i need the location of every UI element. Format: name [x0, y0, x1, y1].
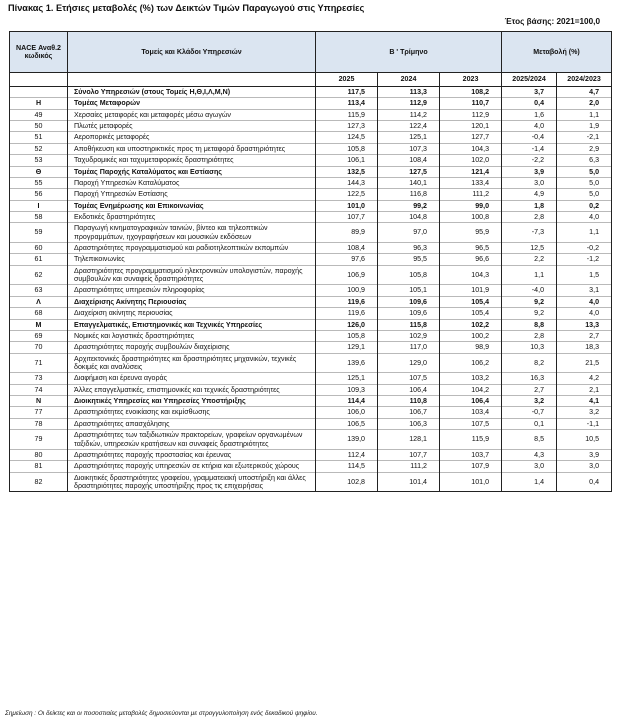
change-2024-2023-cell: 4,0: [557, 308, 612, 319]
table-row: [10, 177, 612, 188]
value-2024-cell: 107,5: [378, 373, 440, 384]
quarter-column-header: Β ' Τρίμηνο: [316, 32, 502, 73]
code-cell: 53: [10, 155, 68, 166]
table-title: Πίνακας 1. Ετήσιες μεταβολές (%) των Δεικτών Τιμών Παραγωγού στις Υπηρεσίες: [8, 3, 365, 13]
table-row: [10, 342, 612, 353]
sector-name-cell: Τομέας Μεταφορών: [68, 98, 316, 109]
change-2025-2024-cell: 2,8: [502, 211, 557, 222]
value-2023-cell: 104,3: [440, 265, 502, 285]
year-2023-header: 2023: [440, 73, 502, 87]
code-cell: 62: [10, 265, 68, 285]
change-2025-2024-cell: 4,3: [502, 449, 557, 460]
code-cell: 69: [10, 330, 68, 341]
sector-name-cell: Ταχυδρομικές και ταχυμεταφορικές δραστηριότητες: [68, 155, 316, 166]
change-2024-2023-cell: 0,4: [557, 472, 612, 492]
table-row: [10, 285, 612, 296]
code-cell: Η: [10, 98, 68, 109]
table-row: [10, 461, 612, 472]
change-2025-2024-cell: 3,0: [502, 177, 557, 188]
value-2025-cell: 107,7: [316, 211, 378, 222]
code-cell: Θ: [10, 166, 68, 177]
table-row: [10, 143, 612, 154]
change-column-header: Μεταβολή (%): [502, 32, 612, 73]
table-row: [10, 407, 612, 418]
change-2025-2024-cell: 12,5: [502, 243, 557, 254]
change-2025-2024-cell: 3,9: [502, 166, 557, 177]
value-2023-cell: 106,2: [440, 353, 502, 373]
value-2025-cell: 105,8: [316, 143, 378, 154]
sector-name-cell: Δραστηριότητες προγραμματισμού και ραδιοτηλεοπτικών εκπομπών: [68, 243, 316, 254]
value-2025-cell: 89,9: [316, 223, 378, 243]
code-cell: 80: [10, 449, 68, 460]
value-2024-cell: 109,6: [378, 296, 440, 307]
value-2024-cell: 99,2: [378, 200, 440, 211]
value-2025-cell: 119,6: [316, 308, 378, 319]
value-2024-cell: 96,3: [378, 243, 440, 254]
table-row: [10, 308, 612, 319]
value-2023-cell: 112,9: [440, 109, 502, 120]
change-2025-2024-cell: -7,3: [502, 223, 557, 243]
sector-total-row: [10, 396, 612, 407]
code-cell: 70: [10, 342, 68, 353]
value-2024-cell: 104,8: [378, 211, 440, 222]
table-row: [10, 254, 612, 265]
sector-name-cell: Δραστηριότητες παροχής προστασίας και έρευνας: [68, 449, 316, 460]
code-cell: 52: [10, 143, 68, 154]
sector-name-cell: Δραστηριότητες παροχής υπηρεσιών σε κτήρια και εξωτερικούς χώρους: [68, 461, 316, 472]
table-row: [10, 223, 612, 243]
value-2025-cell: 144,3: [316, 177, 378, 188]
value-2025-cell: 106,1: [316, 155, 378, 166]
value-2025-cell: 115,9: [316, 109, 378, 120]
sector-name-cell: Δραστηριότητες ενοικίασης και εκμίσθωσης: [68, 407, 316, 418]
footnote: Σημείωση : Οι δείκτες και οι ποσοστιαίες μεταβολές δημοσιεύονται με στρογγυλοποίηση ενός δεκαδικού ψηφίου.: [5, 710, 318, 717]
value-2025-cell: 126,0: [316, 319, 378, 330]
value-2023-cell: 100,2: [440, 330, 502, 341]
year-2025-header: 2025: [316, 73, 378, 87]
value-2024-cell: 105,8: [378, 265, 440, 285]
value-2023-cell: 107,5: [440, 418, 502, 429]
value-2024-cell: 108,4: [378, 155, 440, 166]
change-2024-2023-cell: 2,0: [557, 98, 612, 109]
value-2024-cell: 113,3: [378, 87, 440, 98]
value-2023-cell: 108,2: [440, 87, 502, 98]
change-2024-2023-cell: 3,0: [557, 461, 612, 472]
sector-name-cell: Δραστηριότητες απασχόλησης: [68, 418, 316, 429]
sector-name-cell: Παροχή Υπηρεσιών Καταλύματος: [68, 177, 316, 188]
change-2024-2023-cell: 4,7: [557, 87, 612, 98]
code-cell: 49: [10, 109, 68, 120]
change-2024-2023-cell: 3,9: [557, 449, 612, 460]
sector-total-row: [10, 166, 612, 177]
value-2025-cell: 109,3: [316, 384, 378, 395]
value-2024-cell: 129,0: [378, 353, 440, 373]
value-2025-cell: 112,4: [316, 449, 378, 460]
value-2025-cell: 105,8: [316, 330, 378, 341]
value-2023-cell: 104,3: [440, 143, 502, 154]
change-2025-2024-cell: 1,4: [502, 472, 557, 492]
value-2024-cell: 117,0: [378, 342, 440, 353]
table-row: [10, 472, 612, 492]
value-2024-cell: 95,5: [378, 254, 440, 265]
value-2023-cell: 121,4: [440, 166, 502, 177]
value-2023-cell: 105,4: [440, 308, 502, 319]
value-2023-cell: 98,9: [440, 342, 502, 353]
change-2024-2023-cell: 5,0: [557, 177, 612, 188]
table-row: [10, 155, 612, 166]
change-2024-2023-cell: 6,3: [557, 155, 612, 166]
code-cell: 60: [10, 243, 68, 254]
table-row: [10, 189, 612, 200]
sector-total-row: [10, 98, 612, 109]
value-2024-cell: 97,0: [378, 223, 440, 243]
code-cell: 78: [10, 418, 68, 429]
sector-total-row: [10, 87, 612, 98]
value-2025-cell: 102,8: [316, 472, 378, 492]
sector-name-cell: Διοικητικές Υπηρεσίες και Υπηρεσίες Υποστήριξης: [68, 396, 316, 407]
code-cell: 50: [10, 121, 68, 132]
year-header-row: [10, 73, 612, 87]
value-2025-cell: 101,0: [316, 200, 378, 211]
value-2023-cell: 96,5: [440, 243, 502, 254]
value-2025-cell: 139,6: [316, 353, 378, 373]
code-cell: 73: [10, 373, 68, 384]
change-2024-2023-cell: 3,2: [557, 407, 612, 418]
sector-total-row: [10, 200, 612, 211]
change-2025-2024-cell: 9,2: [502, 308, 557, 319]
change-2024-2023-cell: 2,9: [557, 143, 612, 154]
sector-name-cell: Παραγωγή κινηματογραφικών ταινιών, βίντεο και τηλεοπτικών προγραμμάτων, ηχογραφήσεων και μουσικών εκδόσεων: [68, 223, 316, 243]
value-2025-cell: 117,5: [316, 87, 378, 98]
change-2025-2024-cell: 0,1: [502, 418, 557, 429]
code-cell: Λ: [10, 296, 68, 307]
value-2025-cell: 127,3: [316, 121, 378, 132]
change-2024-2023-cell: 4,2: [557, 373, 612, 384]
value-2024-cell: 107,7: [378, 449, 440, 460]
sector-total-row: [10, 319, 612, 330]
change-2025-2024-cell: 4,9: [502, 189, 557, 200]
value-2024-cell: 127,5: [378, 166, 440, 177]
sector-name-cell: Χερσαίες μεταφορές και μεταφορές μέσω αγωγών: [68, 109, 316, 120]
change-2024-2023-cell: -1,1: [557, 418, 612, 429]
change-2024-2023-cell: 1,1: [557, 223, 612, 243]
change-2025-2024-cell: 3,2: [502, 396, 557, 407]
value-2025-cell: 132,5: [316, 166, 378, 177]
code-cell: 61: [10, 254, 68, 265]
value-2024-cell: 125,1: [378, 132, 440, 143]
table-row: [10, 430, 612, 450]
value-2023-cell: 103,7: [440, 449, 502, 460]
change-2025-2024-cell: 1,6: [502, 109, 557, 120]
value-2023-cell: 103,2: [440, 373, 502, 384]
table-row: [10, 211, 612, 222]
sector-name-cell: Διαφήμιση και έρευνα αγοράς: [68, 373, 316, 384]
value-2025-cell: 106,9: [316, 265, 378, 285]
value-2025-cell: 114,4: [316, 396, 378, 407]
sector-total-row: [10, 296, 612, 307]
change-2025-2024-cell: 3,0: [502, 461, 557, 472]
change-2024-2023-cell: 2,1: [557, 384, 612, 395]
year-spacer: [68, 73, 316, 87]
change-2024-2023-cell: -0,2: [557, 243, 612, 254]
change-2024-2023-cell: 21,5: [557, 353, 612, 373]
sector-name-cell: Διοικητικές δραστηριότητες γραφείου, γραμματειακή υποστήριξη και άλλες δραστηριότητες παροχής υποστήριξης προς τις επιχειρήσεις: [68, 472, 316, 492]
value-2023-cell: 99,0: [440, 200, 502, 211]
sector-name-cell: Αεροπορικές μεταφορές: [68, 132, 316, 143]
change-2025-2024-cell: 10,3: [502, 342, 557, 353]
code-cell: Ν: [10, 396, 68, 407]
change-2025-2024-cell: 1,1: [502, 265, 557, 285]
sector-name-cell: Δραστηριότητες των ταξιδιωτικών πρακτορείων, γραφείων οργανωμένων ταξιδιών, υπηρεσιών κρατήσεων και συναφείς δραστηριότητες: [68, 430, 316, 450]
year-2024-header: 2024: [378, 73, 440, 87]
code-cell: 79: [10, 430, 68, 450]
value-2024-cell: 106,7: [378, 407, 440, 418]
code-cell: 63: [10, 285, 68, 296]
value-2024-cell: 116,8: [378, 189, 440, 200]
code-cell: [10, 87, 68, 98]
change-2025-2024-cell: 4,0: [502, 121, 557, 132]
table-row: [10, 418, 612, 429]
change-2025-2024-header: 2025/2024: [502, 73, 557, 87]
change-2025-2024-cell: -0,7: [502, 407, 557, 418]
change-2024-2023-cell: 10,5: [557, 430, 612, 450]
table-row: [10, 373, 612, 384]
change-2025-2024-cell: 8,5: [502, 430, 557, 450]
value-2024-cell: 109,6: [378, 308, 440, 319]
value-2024-cell: 101,4: [378, 472, 440, 492]
value-2024-cell: 102,9: [378, 330, 440, 341]
code-cell: 58: [10, 211, 68, 222]
value-2023-cell: 133,4: [440, 177, 502, 188]
sector-name-cell: Δραστηριότητες παροχής συμβουλών διαχείρισης: [68, 342, 316, 353]
value-2025-cell: 106,0: [316, 407, 378, 418]
value-2024-cell: 112,9: [378, 98, 440, 109]
code-cell: 74: [10, 384, 68, 395]
value-2023-cell: 105,4: [440, 296, 502, 307]
table-row: [10, 353, 612, 373]
year-spacer: [10, 73, 68, 87]
sector-name-cell: Πλωτές μεταφορές: [68, 121, 316, 132]
value-2025-cell: 113,4: [316, 98, 378, 109]
value-2024-cell: 114,2: [378, 109, 440, 120]
value-2023-cell: 100,8: [440, 211, 502, 222]
table-row: [10, 132, 612, 143]
code-cell: 56: [10, 189, 68, 200]
code-cell: Ι: [10, 200, 68, 211]
change-2024-2023-cell: -1,2: [557, 254, 612, 265]
value-2024-cell: 115,8: [378, 319, 440, 330]
sector-name-cell: Διαχείριση ακίνητης περιουσίας: [68, 308, 316, 319]
value-2023-cell: 104,2: [440, 384, 502, 395]
change-2024-2023-cell: 4,1: [557, 396, 612, 407]
code-cell: Μ: [10, 319, 68, 330]
value-2025-cell: 125,1: [316, 373, 378, 384]
change-2024-2023-cell: 2,7: [557, 330, 612, 341]
table-row: [10, 109, 612, 120]
table-row: [10, 121, 612, 132]
value-2025-cell: 129,1: [316, 342, 378, 353]
value-2023-cell: 115,9: [440, 430, 502, 450]
sector-column-header: Τομείς και Κλάδοι Υπηρεσιών: [68, 32, 316, 73]
change-2024-2023-cell: 1,9: [557, 121, 612, 132]
change-2025-2024-cell: 9,2: [502, 296, 557, 307]
value-2023-cell: 102,2: [440, 319, 502, 330]
value-2023-cell: 120,1: [440, 121, 502, 132]
value-2025-cell: 106,5: [316, 418, 378, 429]
change-2024-2023-cell: 1,1: [557, 109, 612, 120]
code-column-header: NACE Αναθ.2 κωδικός: [10, 32, 68, 73]
value-2023-cell: 101,9: [440, 285, 502, 296]
price-index-table: [9, 31, 612, 492]
value-2023-cell: 110,7: [440, 98, 502, 109]
header-row: [10, 32, 612, 73]
code-cell: 81: [10, 461, 68, 472]
table-row: [10, 243, 612, 254]
base-year-label: Έτος βάσης: 2021=100,0: [504, 17, 600, 26]
change-2024-2023-cell: 4,0: [557, 296, 612, 307]
value-2024-cell: 140,1: [378, 177, 440, 188]
change-2024-2023-header: 2024/2023: [557, 73, 612, 87]
code-cell: 77: [10, 407, 68, 418]
value-2024-cell: 122,4: [378, 121, 440, 132]
table-row: [10, 449, 612, 460]
value-2025-cell: 124,5: [316, 132, 378, 143]
sector-name-cell: Εκδοτικές δραστηριότητες: [68, 211, 316, 222]
change-2024-2023-cell: 5,0: [557, 166, 612, 177]
code-cell: 71: [10, 353, 68, 373]
value-2024-cell: 110,8: [378, 396, 440, 407]
change-2024-2023-cell: 18,3: [557, 342, 612, 353]
value-2025-cell: 119,6: [316, 296, 378, 307]
value-2023-cell: 95,9: [440, 223, 502, 243]
sector-name-cell: Σύνολο Υπηρεσιών (στους Τομείς Η,Θ,Ι,Λ,Μ,Ν): [68, 87, 316, 98]
change-2024-2023-cell: 3,1: [557, 285, 612, 296]
change-2025-2024-cell: 16,3: [502, 373, 557, 384]
value-2023-cell: 107,9: [440, 461, 502, 472]
sector-name-cell: Άλλες επαγγελματικές, επιστημονικές και τεχνικές δραστηριότητες: [68, 384, 316, 395]
value-2023-cell: 102,0: [440, 155, 502, 166]
code-cell: 59: [10, 223, 68, 243]
value-2025-cell: 97,6: [316, 254, 378, 265]
table-row: [10, 265, 612, 285]
value-2023-cell: 127,7: [440, 132, 502, 143]
value-2025-cell: 139,0: [316, 430, 378, 450]
change-2025-2024-cell: 3,7: [502, 87, 557, 98]
sector-name-cell: Αρχιτεκτονικές δραστηριότητες και δραστηριότητες μηχανικών, τεχνικές δοκιμές και αναλύσεις: [68, 353, 316, 373]
code-cell: 51: [10, 132, 68, 143]
change-2024-2023-cell: 5,0: [557, 189, 612, 200]
change-2025-2024-cell: 0,4: [502, 98, 557, 109]
sector-name-cell: Τηλεπικοινωνίες: [68, 254, 316, 265]
code-cell: 55: [10, 177, 68, 188]
sector-name-cell: Δραστηριότητες προγραμματισμού ηλεκτρονικών υπολογιστών, παροχής συμβουλών και συναφείς δραστηριότητες: [68, 265, 316, 285]
value-2024-cell: 107,3: [378, 143, 440, 154]
change-2025-2024-cell: -0,4: [502, 132, 557, 143]
table-row: [10, 330, 612, 341]
change-2024-2023-cell: 13,3: [557, 319, 612, 330]
change-2025-2024-cell: 8,2: [502, 353, 557, 373]
change-2024-2023-cell: 0,2: [557, 200, 612, 211]
sector-name-cell: Παροχή Υπηρεσιών Εστίασης: [68, 189, 316, 200]
sector-name-cell: Επαγγελματικές, Επιστημονικές και Τεχνικές Υπηρεσίες: [68, 319, 316, 330]
value-2023-cell: 106,4: [440, 396, 502, 407]
change-2024-2023-cell: 1,5: [557, 265, 612, 285]
sector-name-cell: Αποθήκευση και υποστηρικτικές προς τη μεταφορά δραστηριότητες: [68, 143, 316, 154]
change-2025-2024-cell: -1,4: [502, 143, 557, 154]
value-2023-cell: 101,0: [440, 472, 502, 492]
change-2025-2024-cell: 2,8: [502, 330, 557, 341]
change-2025-2024-cell: 2,7: [502, 384, 557, 395]
value-2024-cell: 106,3: [378, 418, 440, 429]
sector-name-cell: Τομέας Ενημέρωσης και Επικοινωνίας: [68, 200, 316, 211]
change-2025-2024-cell: -2,2: [502, 155, 557, 166]
sector-name-cell: Νομικές και λογιστικές δραστηριότητες: [68, 330, 316, 341]
change-2025-2024-cell: 1,8: [502, 200, 557, 211]
value-2025-cell: 122,5: [316, 189, 378, 200]
change-2024-2023-cell: 4,0: [557, 211, 612, 222]
value-2024-cell: 111,2: [378, 461, 440, 472]
value-2023-cell: 103,4: [440, 407, 502, 418]
change-2025-2024-cell: 2,2: [502, 254, 557, 265]
change-2025-2024-cell: -4,0: [502, 285, 557, 296]
sector-name-cell: Τομέας Παροχής Καταλύματος και Εστίασης: [68, 166, 316, 177]
value-2025-cell: 108,4: [316, 243, 378, 254]
change-2024-2023-cell: -2,1: [557, 132, 612, 143]
change-2025-2024-cell: 8,8: [502, 319, 557, 330]
value-2024-cell: 105,1: [378, 285, 440, 296]
value-2025-cell: 114,5: [316, 461, 378, 472]
code-cell: 82: [10, 472, 68, 492]
value-2025-cell: 100,9: [316, 285, 378, 296]
code-cell: 68: [10, 308, 68, 319]
value-2024-cell: 106,4: [378, 384, 440, 395]
sector-name-cell: Δραστηριότητες υπηρεσιών πληροφορίας: [68, 285, 316, 296]
value-2024-cell: 128,1: [378, 430, 440, 450]
table-row: [10, 384, 612, 395]
sector-name-cell: Διαχείρισης Ακίνητης Περιουσίας: [68, 296, 316, 307]
value-2023-cell: 96,6: [440, 254, 502, 265]
value-2023-cell: 111,2: [440, 189, 502, 200]
